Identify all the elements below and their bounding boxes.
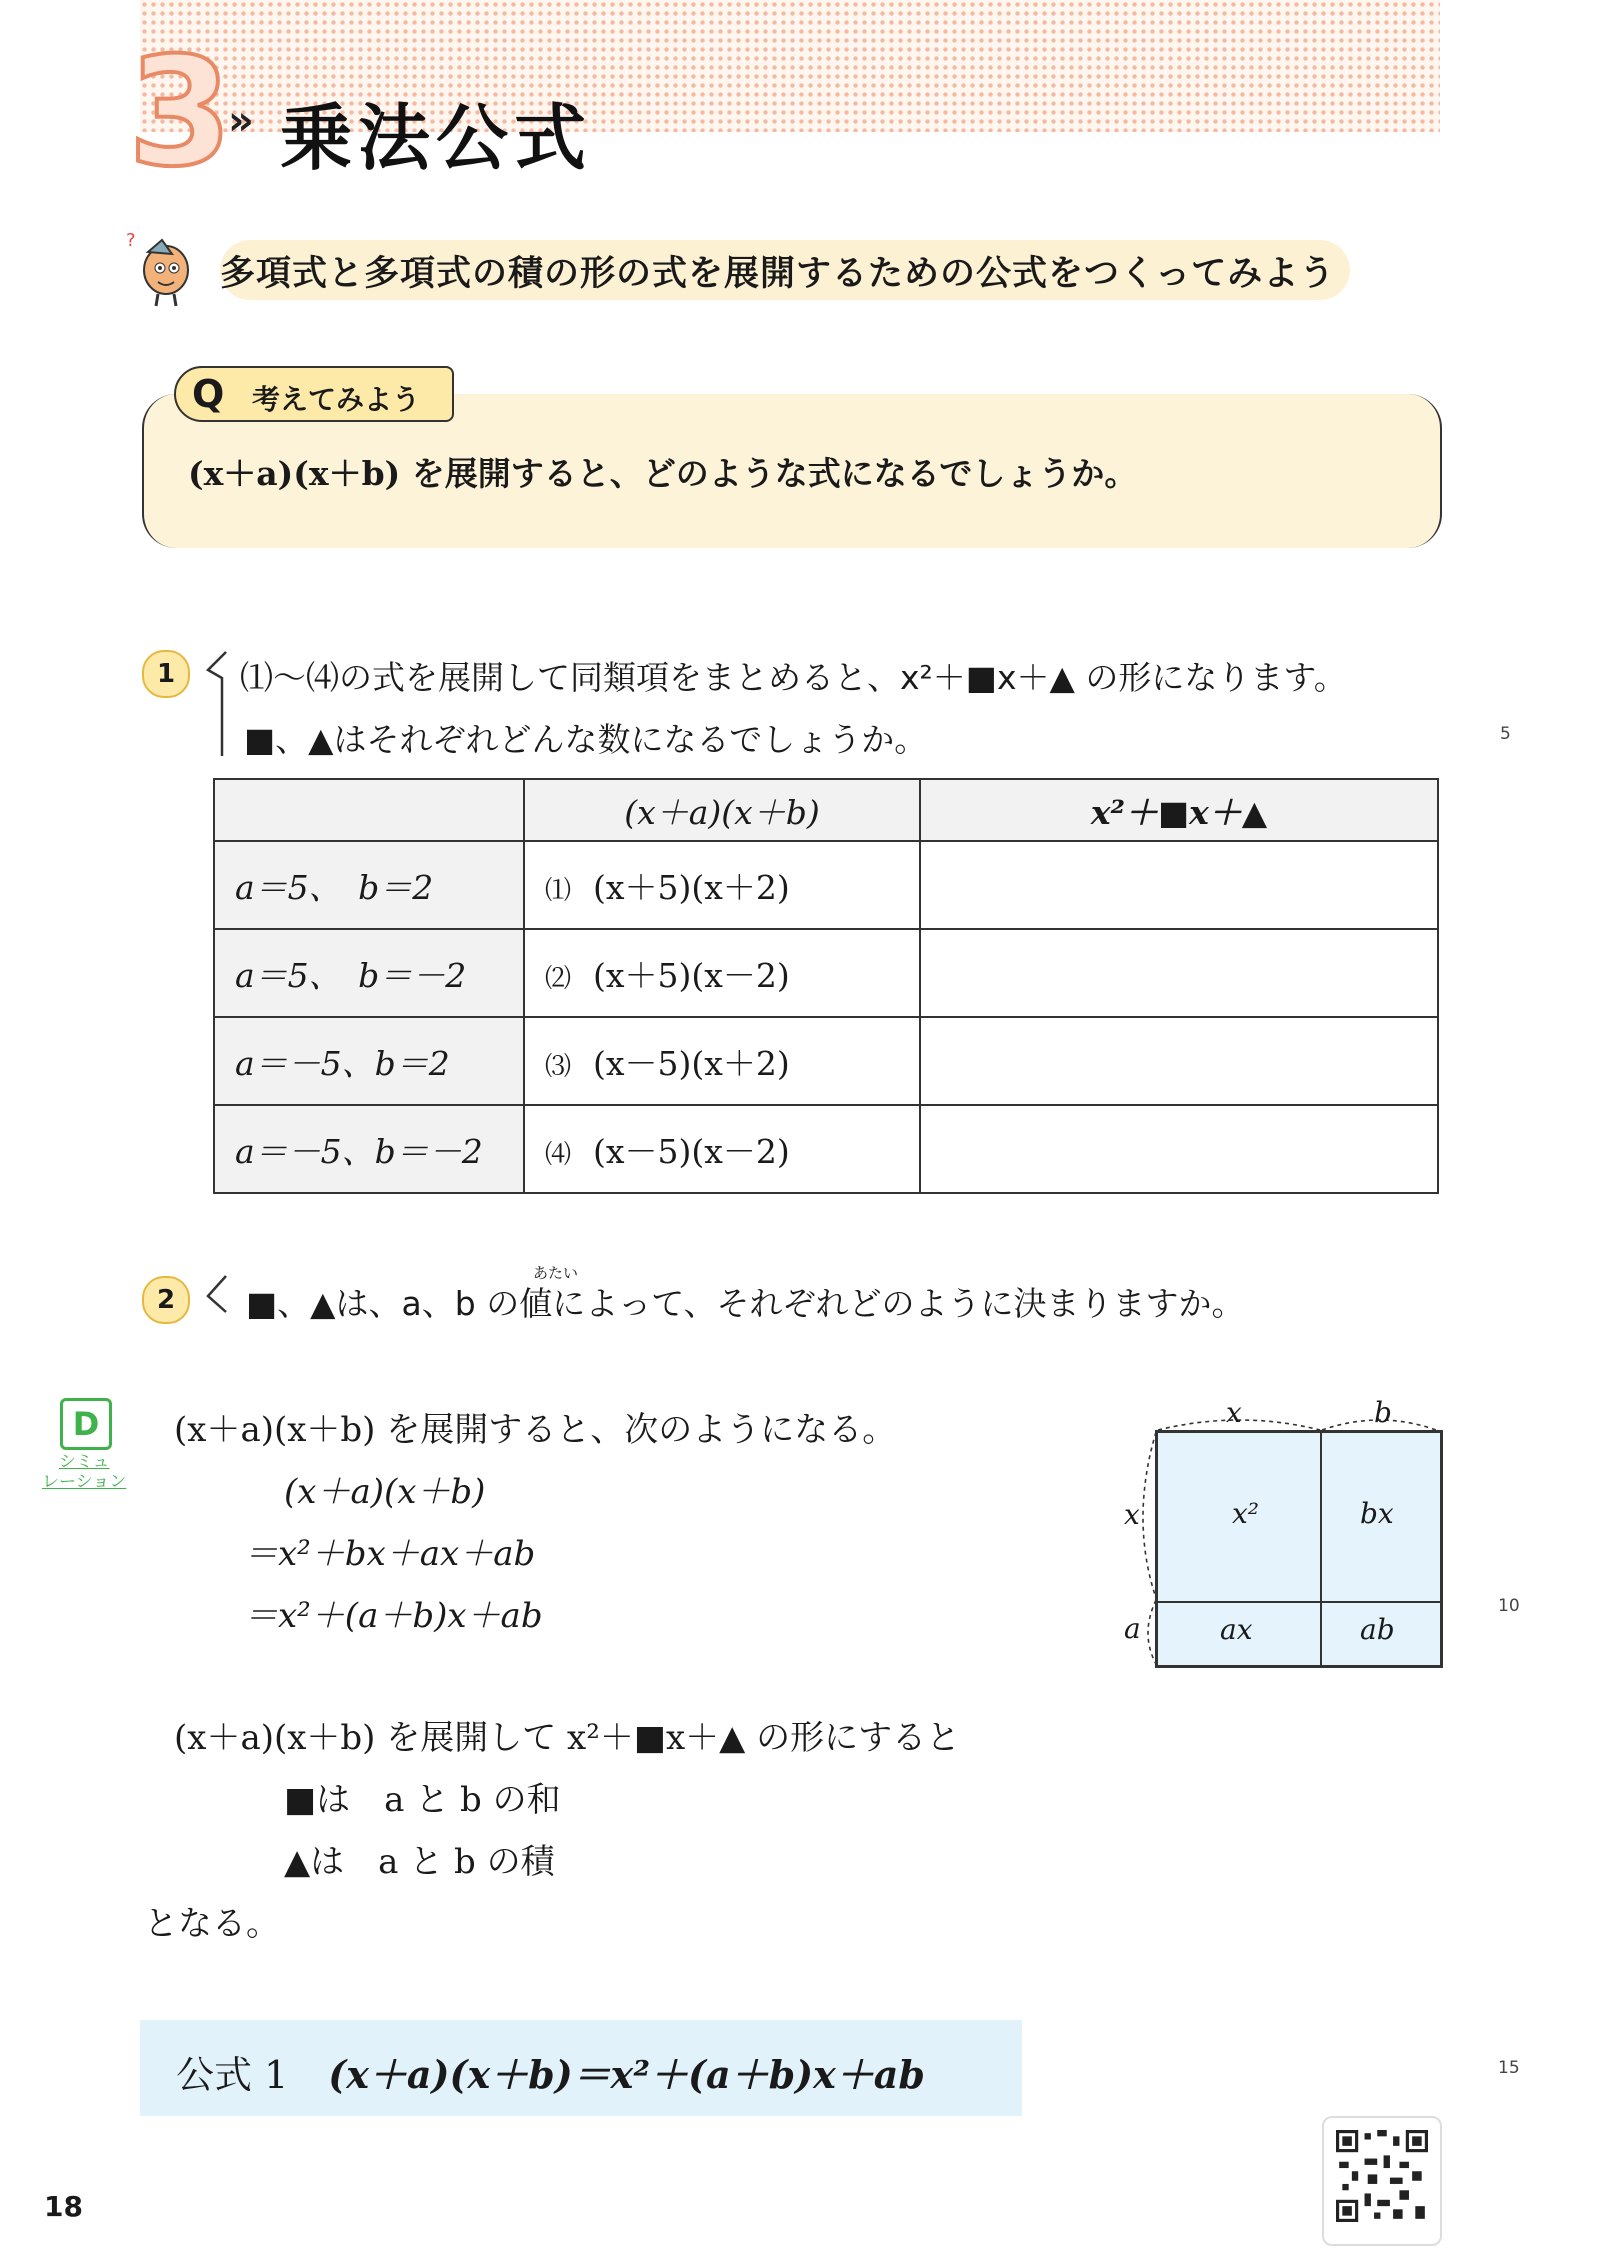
table-cell-condition: a＝－5、b＝2	[214, 1017, 524, 1105]
table-cell-condition: a＝5、 b＝－2	[214, 929, 524, 1017]
row-label: ⑴	[545, 875, 572, 906]
table-header-row	[214, 779, 1438, 841]
label-side-x: x	[1124, 1498, 1140, 1531]
simulation-link[interactable]	[42, 1452, 126, 1492]
table-cell-expression	[524, 1017, 920, 1105]
label-top-x: x	[1226, 1396, 1242, 1429]
table-cell-answer[interactable]	[920, 1105, 1438, 1193]
table-header: x²＋■x＋▲	[920, 779, 1438, 841]
table-cell-condition: a＝5、 b＝2	[214, 841, 524, 929]
cell-ab: ab	[1360, 1613, 1395, 1646]
triangle-rule: ▲は a と b の積	[284, 1842, 555, 1882]
summary-text: (x＋a)(x＋b) を展開して x²＋■x＋▲ の形にすると	[174, 1718, 961, 1758]
table-row	[214, 1017, 1438, 1105]
simulation-label-line1: シミュ	[58, 1452, 110, 1472]
question-text: (x＋a)(x＋b) を展開すると、どのような式になるでしょうか。	[188, 454, 1138, 493]
expansion-step-3: ＝x²＋(a＋b)x＋ab	[244, 1596, 543, 1636]
section-arrow: »	[228, 98, 254, 144]
table-row	[214, 841, 1438, 929]
label-top-b: b	[1374, 1396, 1392, 1429]
table-cell-answer[interactable]	[920, 929, 1438, 1017]
section-number: 3	[128, 26, 233, 200]
square-rule: ■は a と b の和	[284, 1780, 561, 1820]
table-header: (x＋a)(x＋b)	[524, 779, 920, 841]
row-expression: (x＋5)(x＋2)	[593, 867, 790, 907]
expansion-step-2: ＝x²＋bx＋ax＋ab	[244, 1534, 536, 1574]
row-expression: (x－5)(x－2)	[593, 1131, 790, 1171]
page-number: 18	[44, 2190, 83, 2223]
row-expression: (x－5)(x＋2)	[593, 1043, 790, 1083]
cell-ax: ax	[1220, 1613, 1253, 1646]
expansion-table	[213, 778, 1439, 1194]
simulation-label-line2: レーション	[42, 1472, 127, 1492]
svg-text:?: ?	[126, 230, 136, 251]
expansion-step-1: (x＋a)(x＋b)	[284, 1472, 486, 1512]
section-title: 乗法公式	[280, 96, 593, 180]
problem-1-line1: ⑴～⑷の式を展開して同類項をまとめると、x²＋■x＋▲ の形になります。	[240, 658, 1347, 697]
problem-1-line2: ■、▲はそれぞれどんな数になるでしょうか。	[244, 720, 928, 759]
table-row	[214, 1105, 1438, 1193]
explanation-intro: (x＋a)(x＋b) を展開すると、次のようになる。	[174, 1410, 897, 1450]
formula-body: (x＋a)(x＋b)＝x²＋(a＋b)x＋ab	[328, 2052, 925, 2097]
problem-2-text: ■、▲は、a、b の値によって、それぞれどのように決まりますか。	[246, 1284, 1245, 1323]
table-cell-answer[interactable]	[920, 1017, 1438, 1105]
ruby-reading: あたい	[533, 1264, 579, 1282]
cell-bx: bx	[1360, 1497, 1394, 1530]
question-letter: Q	[192, 372, 225, 416]
diagram-dimension-arcs	[1110, 1396, 1450, 1676]
table-header	[214, 779, 524, 841]
mascot-icon	[122, 228, 202, 308]
table-row	[214, 929, 1438, 1017]
table-cell-answer[interactable]	[920, 841, 1438, 929]
table-cell-expression	[524, 929, 920, 1017]
row-expression: (x＋5)(x－2)	[593, 955, 790, 995]
brace-icon	[204, 648, 230, 760]
row-label: ⑶	[545, 1051, 572, 1082]
formula-label: 公式 1	[176, 2053, 289, 2097]
row-label: ⑷	[545, 1139, 572, 1170]
simulation-icon[interactable]: D	[60, 1398, 112, 1450]
margin-line-number: 5	[1500, 724, 1511, 744]
table-cell-expression	[524, 1105, 920, 1193]
qr-code-icon[interactable]	[1322, 2116, 1442, 2246]
margin-line-number: 10	[1498, 1596, 1520, 1616]
row-label: ⑵	[545, 963, 572, 994]
conclusion-text: となる。	[144, 1904, 280, 1944]
cell-x-squared: x²	[1232, 1497, 1260, 1530]
formula	[176, 2044, 925, 2099]
problem-2-badge: 2	[142, 1276, 190, 1324]
margin-line-number: 15	[1498, 2058, 1520, 2078]
label-side-a: a	[1124, 1612, 1141, 1645]
brace-icon	[204, 1272, 230, 1324]
question-tab-label: 考えてみよう	[252, 383, 421, 416]
problem-1-badge: 1	[142, 650, 190, 698]
table-cell-expression	[524, 841, 920, 929]
goal-text: 多項式と多項式の積の形の式を展開するための公式をつくってみよう	[220, 254, 1336, 294]
table-cell-condition: a＝－5、b＝－2	[214, 1105, 524, 1193]
qr-pattern	[1336, 2130, 1428, 2222]
